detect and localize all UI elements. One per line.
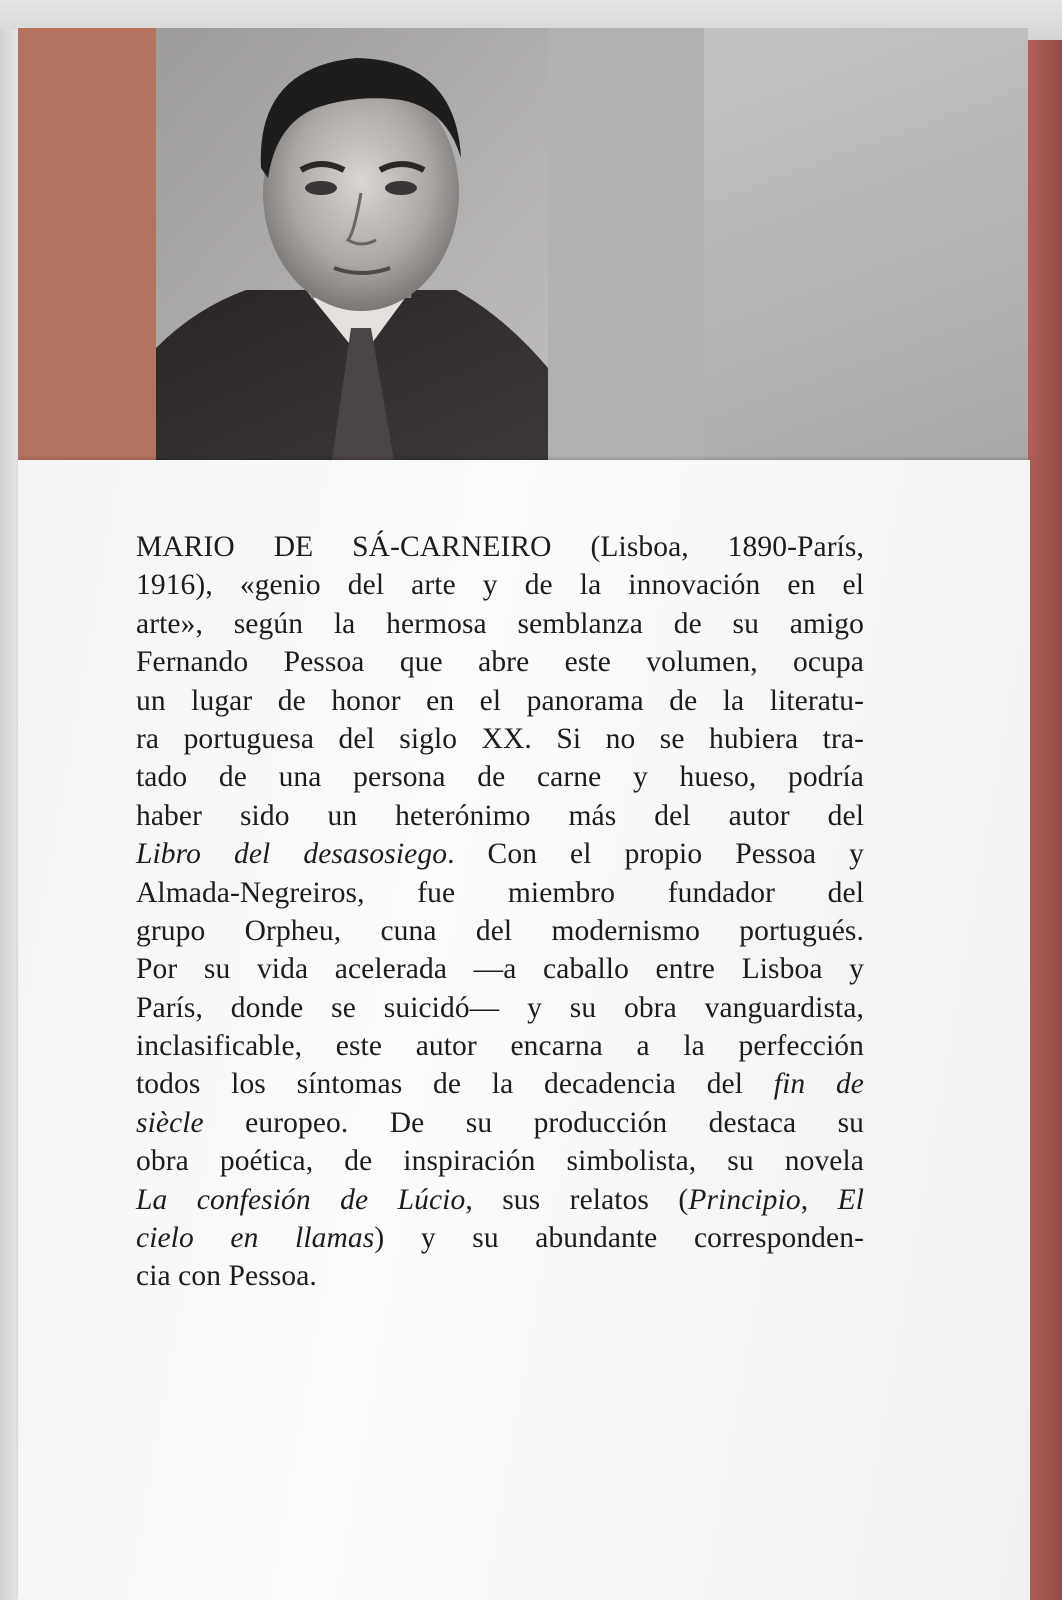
bio-line <box>136 1104 864 1142</box>
book-title: La confesión de Lúcio <box>136 1183 466 1216</box>
bio-line: cia con Pessoa. <box>136 1260 317 1293</box>
bio-line: Almada-Negreiros, fue miembro fundador del <box>136 876 864 909</box>
bio-line: haber sido un heterónimo más del autor del <box>136 799 864 832</box>
author-biography <box>136 528 864 1296</box>
bio-line: arte», según la hermosa semblanza de su amigo <box>136 607 864 640</box>
bio-line <box>136 1219 864 1257</box>
bio-line: París, donde se suicidó— y su obra vanguardista, <box>136 991 864 1024</box>
page-edge <box>0 30 20 1600</box>
photo-background <box>704 28 1028 460</box>
bio-text: . Con el propio Pessoa y <box>447 838 864 871</box>
bio-line: un lugar de honor en el panorama de la literatu- <box>136 684 864 717</box>
text-page <box>18 460 1030 1600</box>
bio-text: ) y su abundante corresponden- <box>374 1222 864 1255</box>
book-title: cielo en llamas <box>136 1222 375 1255</box>
bio-line: grupo Orpheu, cuna del modernismo portugués. <box>136 914 864 947</box>
bio-line <box>136 1065 864 1103</box>
book-title: El <box>837 1183 865 1216</box>
bio-text: todos los síntomas de la decadencia del <box>136 1068 774 1101</box>
book-cover-edge <box>1028 40 1062 1600</box>
book-title: Principio <box>688 1183 801 1216</box>
italic-phrase: siècle <box>136 1106 204 1139</box>
bio-line: Por su vida acelerada —a caballo entre Lisboa y <box>136 953 864 986</box>
bio-line: obra poética, de inspiración simbolista, su novela <box>136 1145 864 1178</box>
bio-line <box>136 1181 864 1219</box>
bio-line: tado de una persona de carne y hueso, podría <box>136 761 864 794</box>
bio-text: , <box>800 1183 838 1216</box>
italic-phrase: fin de <box>773 1068 864 1101</box>
bio-line: MARIO DE SÁ-CARNEIRO (Lisboa, 1890-París, <box>136 531 864 563</box>
author-portrait-image <box>156 28 548 460</box>
bio-line: inclasificable, este autor encarna a la perfección <box>136 1030 864 1063</box>
bio-text: , sus relatos ( <box>465 1183 689 1216</box>
bio-line: 1916), «genio del arte y de la innovación en el <box>136 569 864 602</box>
bio-line: ra portuguesa del siglo XX. Si no se hubiera tra- <box>136 722 864 755</box>
bio-text: europeo. De su producción destaca su <box>203 1106 864 1139</box>
bio-line: Fernando Pessoa que abre este volumen, ocupa <box>136 646 864 679</box>
book-title: Libro del desasosiego <box>136 838 448 871</box>
bio-line <box>136 835 864 873</box>
author-photo-panel <box>156 28 1028 460</box>
